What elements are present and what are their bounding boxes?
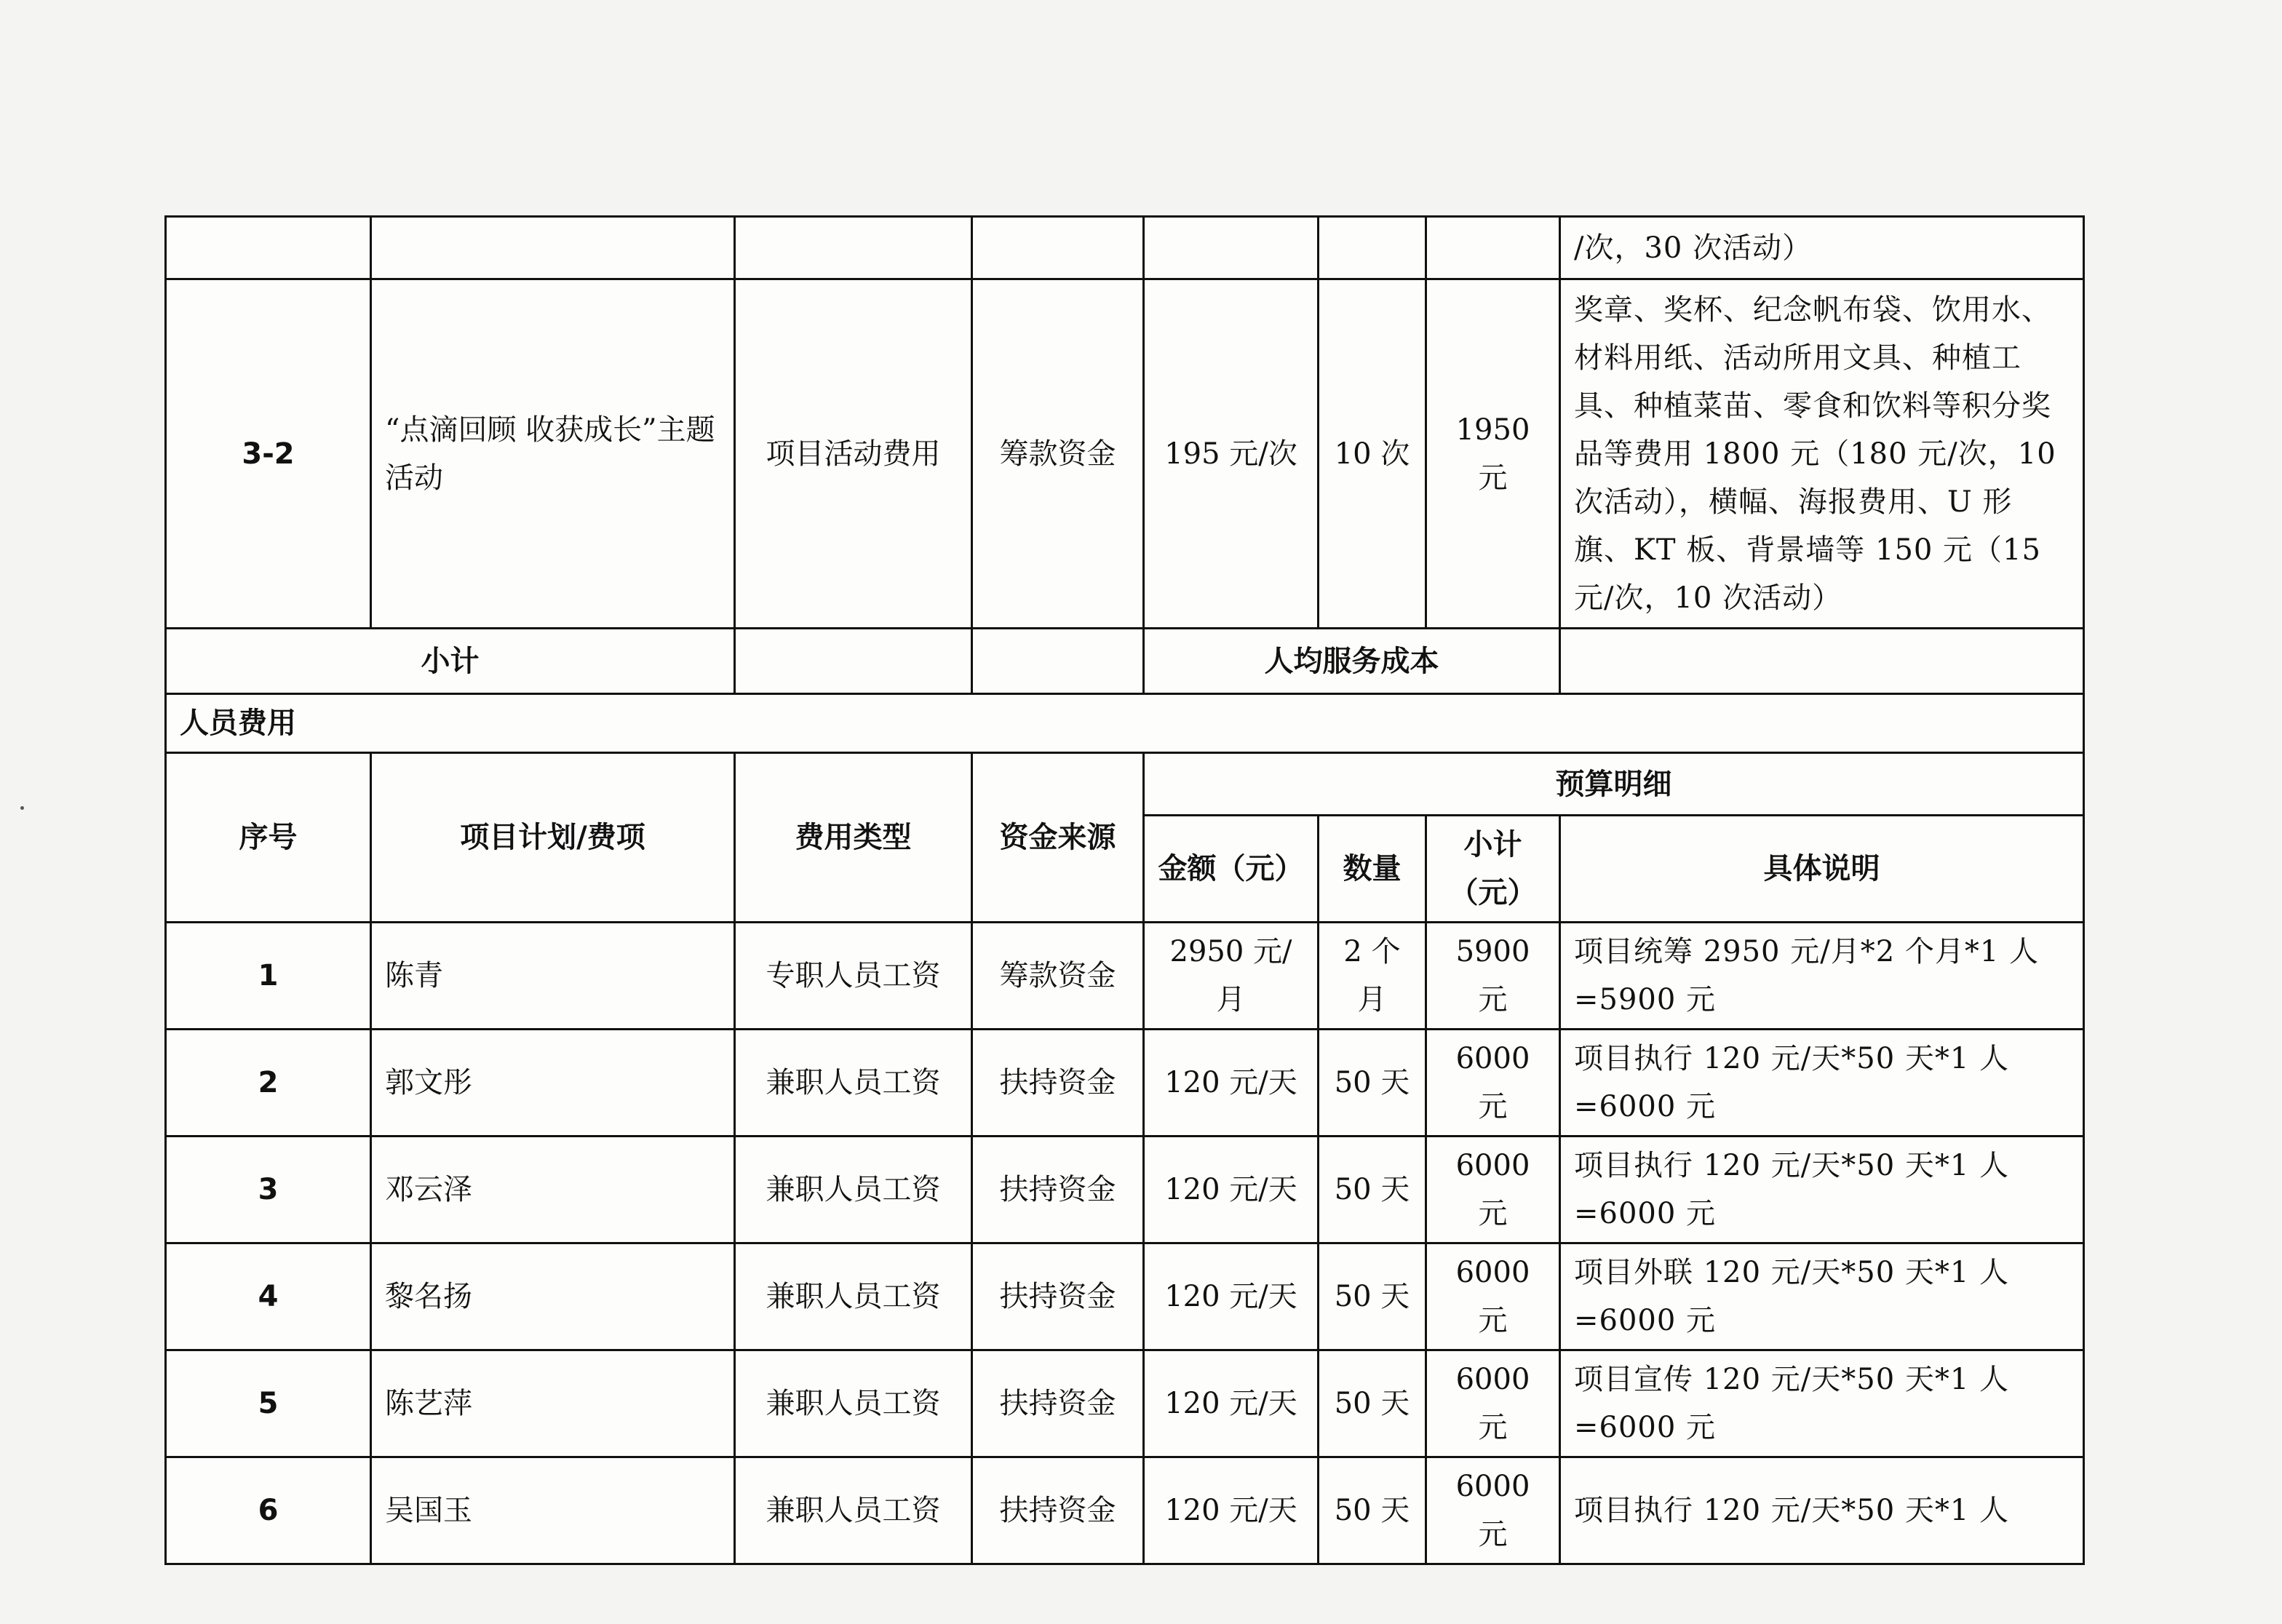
subtotal-cell: 5900 元: [1426, 923, 1560, 1030]
table-row: [166, 1350, 2084, 1457]
qty-cell: 2 个月: [1319, 923, 1426, 1030]
subtotal-cell: 6000 元: [1426, 1350, 1560, 1457]
subtotal-cell: 6000 元: [1426, 1030, 1560, 1137]
source-cell: 筹款资金: [972, 279, 1144, 629]
header-type: 费用类型: [735, 753, 972, 923]
amount-cell: 120 元/天: [1144, 1350, 1319, 1457]
source-cell: 扶持资金: [972, 1457, 1144, 1564]
header-amount: 金额（元）: [1144, 816, 1319, 923]
qty-cell: 50 天: [1319, 1350, 1426, 1457]
source-cell: 扶持资金: [972, 1350, 1144, 1457]
type-cell: 专职人员工资: [735, 923, 972, 1030]
item-cell: [371, 217, 735, 279]
amount-cell: 2950 元/月: [1144, 923, 1319, 1030]
type-cell: 兼职人员工资: [735, 1350, 972, 1457]
qty-cell: 50 天: [1319, 1243, 1426, 1350]
amount-cell: [1144, 217, 1319, 279]
per-capita-cost-label: 人均服务成本: [1144, 629, 1560, 694]
desc-cell: 奖章、奖杯、纪念帆布袋、饮用水、材料用纸、活动所用文具、种植工具、种植菜苗、零食和饮料等积分奖品等费用 1800 元（180 元/次，10 次活动），横幅、海报费用、U 形旗、KT 板、背景墙等 150 元（15 元/次，10 次活动）: [1560, 279, 2084, 629]
type-cell: 兼职人员工资: [735, 1137, 972, 1243]
subtotal-label: 小计: [166, 629, 735, 694]
row-number-cell: 6: [166, 1457, 371, 1564]
table-row-activity: [166, 279, 2084, 629]
header-subtotal: 小计（元）: [1426, 816, 1560, 923]
type-cell: 项目活动费用: [735, 279, 972, 629]
name-cell: 邓云泽: [371, 1137, 735, 1243]
row-number-cell: 1: [166, 923, 371, 1030]
amount-cell: 120 元/天: [1144, 1457, 1319, 1564]
desc-cell: /次，30 次活动）: [1560, 217, 2084, 279]
qty-cell: 10 次: [1319, 279, 1426, 629]
qty-cell: 50 天: [1319, 1457, 1426, 1564]
subtotal-cell: [1426, 217, 1560, 279]
name-cell: 郭文彤: [371, 1030, 735, 1137]
section-title: 人员费用: [166, 694, 2084, 753]
row-number-cell: [166, 217, 371, 279]
name-cell: 陈艺萍: [371, 1350, 735, 1457]
table-row: [166, 1243, 2084, 1350]
header-item: 项目计划/费项: [371, 753, 735, 923]
header-row: [166, 753, 2084, 816]
header-qty: 数量: [1319, 816, 1426, 923]
scan-speck: [20, 806, 24, 810]
budget-table: [164, 215, 2085, 1565]
subtotal-cell: 6000 元: [1426, 1457, 1560, 1564]
source-cell: [972, 217, 1144, 279]
name-cell: 陈青: [371, 923, 735, 1030]
desc-cell: 项目外联 120 元/天*50 天*1 人=6000 元: [1560, 1243, 2084, 1350]
header-source: 资金来源: [972, 753, 1144, 923]
table-row-continuation: [166, 217, 2084, 279]
amount-cell: 120 元/天: [1144, 1030, 1319, 1137]
subtotal-cell: 6000 元: [1426, 1243, 1560, 1350]
amount-cell: 120 元/天: [1144, 1137, 1319, 1243]
qty-cell: 50 天: [1319, 1030, 1426, 1137]
name-cell: 黎名扬: [371, 1243, 735, 1350]
desc-cell: 项目统筹 2950 元/月*2 个月*1 人=5900 元: [1560, 923, 2084, 1030]
qty-cell: [1319, 217, 1426, 279]
per-capita-cost-value: [1560, 629, 2084, 694]
subtotal-empty-cell: [735, 629, 972, 694]
qty-cell: 50 天: [1319, 1137, 1426, 1243]
row-number-cell: 3-2: [166, 279, 371, 629]
subtotal-cell: 6000 元: [1426, 1137, 1560, 1243]
section-row: [166, 694, 2084, 753]
source-cell: 扶持资金: [972, 1030, 1144, 1137]
row-number-cell: 5: [166, 1350, 371, 1457]
type-cell: [735, 217, 972, 279]
header-budget-detail: 预算明细: [1144, 753, 2084, 816]
subtotal-cell: 1950 元: [1426, 279, 1560, 629]
amount-cell: 120 元/天: [1144, 1243, 1319, 1350]
item-cell: “点滴回顾 收获成长”主题活动: [371, 279, 735, 629]
name-cell: 吴国玉: [371, 1457, 735, 1564]
desc-cell: 项目宣传 120 元/天*50 天*1 人=6000 元: [1560, 1350, 2084, 1457]
desc-cell: 项目执行 120 元/天*50 天*1 人=6000 元: [1560, 1137, 2084, 1243]
subtotal-empty-cell: [972, 629, 1144, 694]
row-number-cell: 3: [166, 1137, 371, 1243]
source-cell: 扶持资金: [972, 1137, 1144, 1243]
type-cell: 兼职人员工资: [735, 1243, 972, 1350]
type-cell: 兼职人员工资: [735, 1457, 972, 1564]
row-number-cell: 4: [166, 1243, 371, 1350]
table-row: [166, 923, 2084, 1030]
table-row: [166, 1030, 2084, 1137]
desc-cell: 项目执行 120 元/天*50 天*1 人: [1560, 1457, 2084, 1564]
row-number-cell: 2: [166, 1030, 371, 1137]
table-row: [166, 1457, 2084, 1564]
type-cell: 兼职人员工资: [735, 1030, 972, 1137]
subtotal-row: [166, 629, 2084, 694]
source-cell: 筹款资金: [972, 923, 1144, 1030]
source-cell: 扶持资金: [972, 1243, 1144, 1350]
table-row: [166, 1137, 2084, 1243]
header-desc: 具体说明: [1560, 816, 2084, 923]
amount-cell: 195 元/次: [1144, 279, 1319, 629]
header-no: 序号: [166, 753, 371, 923]
desc-cell: 项目执行 120 元/天*50 天*1 人=6000 元: [1560, 1030, 2084, 1137]
